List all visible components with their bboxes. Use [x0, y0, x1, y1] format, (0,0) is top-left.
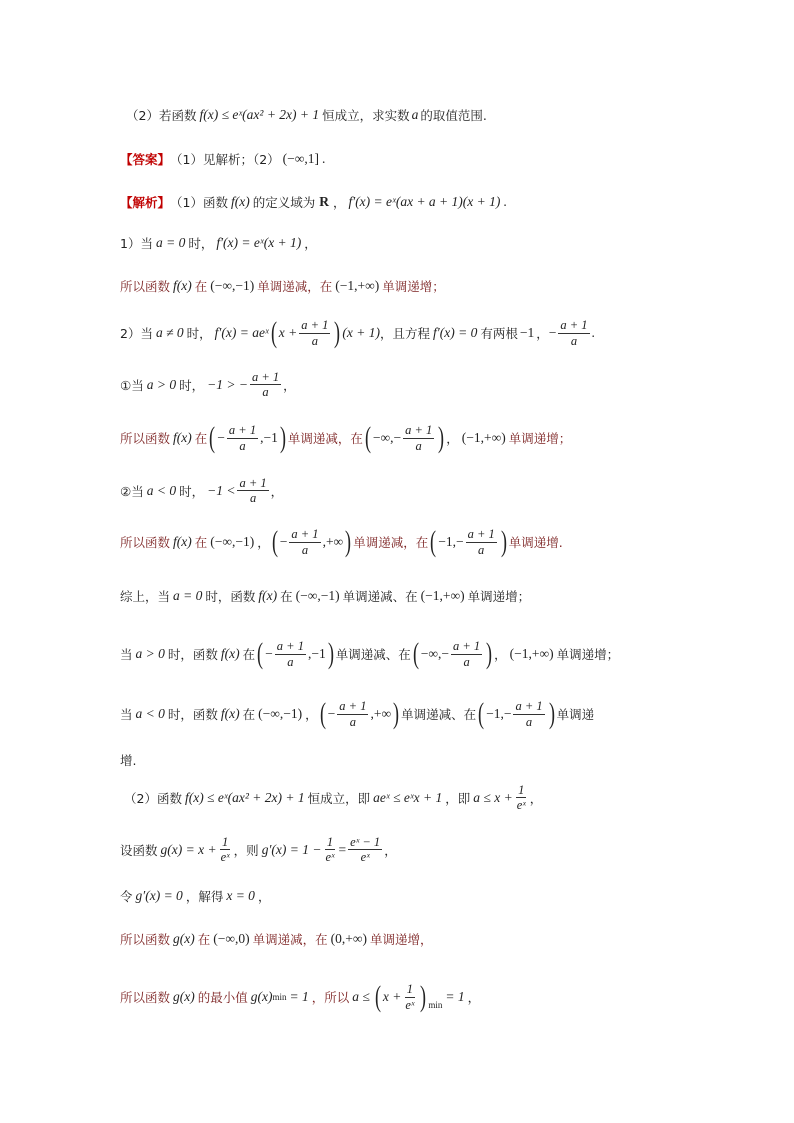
case-1-line: 1）当 a = 0 时， f′(x) = eˣ(x + 1) ，: [120, 235, 317, 251]
subcase-1-line: ①当 a > 0 时， −1 > − $\frac{a + 1}{a}$ ，: [120, 370, 296, 400]
summary-line-1: 综上，当 a = 0 时，函数 f(x) 在 (−∞,−1) 单调递减、在 (−1,+∞) 单调递增；: [120, 588, 531, 604]
case-1-monotonic-line: 所以函数 f(x) 在 (−∞,−1) 单调递减，在 (−1,+∞) 单调递增；: [120, 278, 445, 294]
subcase-1-monotonic-line: 所以函数 f(x) 在 ( − $\frac{a + 1}{a}$ ,−1 ) 单调递减，在 ( −∞,− $\frac{a + 1}{a}$ ) ， (−1,+∞) 单调递增；: [120, 421, 572, 454]
derivative-expression: f′(x) = eˣ(ax + a + 1)(x + 1): [348, 194, 501, 209]
subcase-2-line: ②当 a < 0 时， −1 < $\frac{a + 1}{a}$ ，: [120, 476, 284, 506]
g-function-line: 设函数 g(x) = x + $\frac{1}{\text{eˣ}}$ ，则 g′(x) = 1 − $\frac{1}{\text{eˣ}}$ = $\frac{\text{eˣ − 1}}{\text{eˣ}}$ ，: [120, 835, 397, 865]
answer-range: (−∞,1]: [282, 151, 320, 166]
inequality-expression: f(x) ≤ eˣ(ax² + 2x) + 1: [199, 107, 320, 122]
fraction: $\frac{a + 1}{a}$: [301, 318, 329, 348]
summary-line-3-wrap: 增.: [120, 753, 137, 768]
answer-label: 【答案】: [120, 152, 171, 167]
summary-line-2: 当 a > 0 时，函数 f(x) 在 ( − $\frac{a + 1}{a}$ ,−1 ) 单调递减、在 ( −∞,− $\frac{a + 1}{a}$ ) ， (−1,+∞) 单调递增；: [120, 637, 620, 670]
analysis-line: 【解析】 （1）函数 f(x) 的定义域为 R ， f′(x) = eˣ(ax + a + 1)(x + 1) .: [120, 194, 507, 210]
g-derivative-zero-line: 令 g′(x) = 0 ，解得 x = 0 ，: [120, 888, 271, 904]
answer-line: 【答案】 （1）见解析；（2） (−∞,1] .: [120, 151, 326, 167]
analysis-label: 【解析】: [120, 195, 171, 210]
summary-line-3: 当 a < 0 时，函数 f(x) 在 (−∞,−1) ， ( − $\frac{a + 1}{a}$ ,+∞ ) 单调递减、在 ( −1,− $\frac{a + 1}{a}$ ) 单调递: [120, 697, 595, 730]
subcase-2-monotonic-line: 所以函数 f(x) 在 (−∞,−1) ， ( − $\frac{a + 1}{a}$ ,+∞ ) 单调递减，在 ( −1,− $\frac{a + 1}{a}$ ) 单调递增.: [120, 525, 563, 558]
part-2-line: （2）函数 f(x) ≤ eˣ(ax² + 2x) + 1 恒成立，即 aeˣ ≤ eˣx + 1 ，即 a ≤ x + $\frac{1}{\text{eˣ}}$ ，: [124, 783, 543, 813]
g-minimum-line: 所以函数 g(x) 的最小值 g(x) min = 1 ，所以 a ≤ ( x + $\frac{1}{\text{eˣ}}$ ) $_{min}$ = 1 ，: [120, 980, 481, 1013]
question-part-2: （2） 若函数 f(x) ≤ eˣ(ax² + 2x) + 1 恒成立，求实数 a 的取值范围.: [126, 107, 487, 123]
g-monotonic-line: 所以函数 g(x) 在 (−∞,0) 单调递减，在 (0,+∞) 单调递增，: [120, 931, 433, 947]
question-number: （2）: [126, 108, 159, 123]
case-2-line: 2）当 a ≠ 0 时， f′(x) = aeˣ ( x + $\frac{a + 1}{a}$ ) (x + 1) ，且方程 f′(x) = 0 有两根 −1 ， − $\frac{a + 1}{a}$ .: [120, 316, 595, 349]
